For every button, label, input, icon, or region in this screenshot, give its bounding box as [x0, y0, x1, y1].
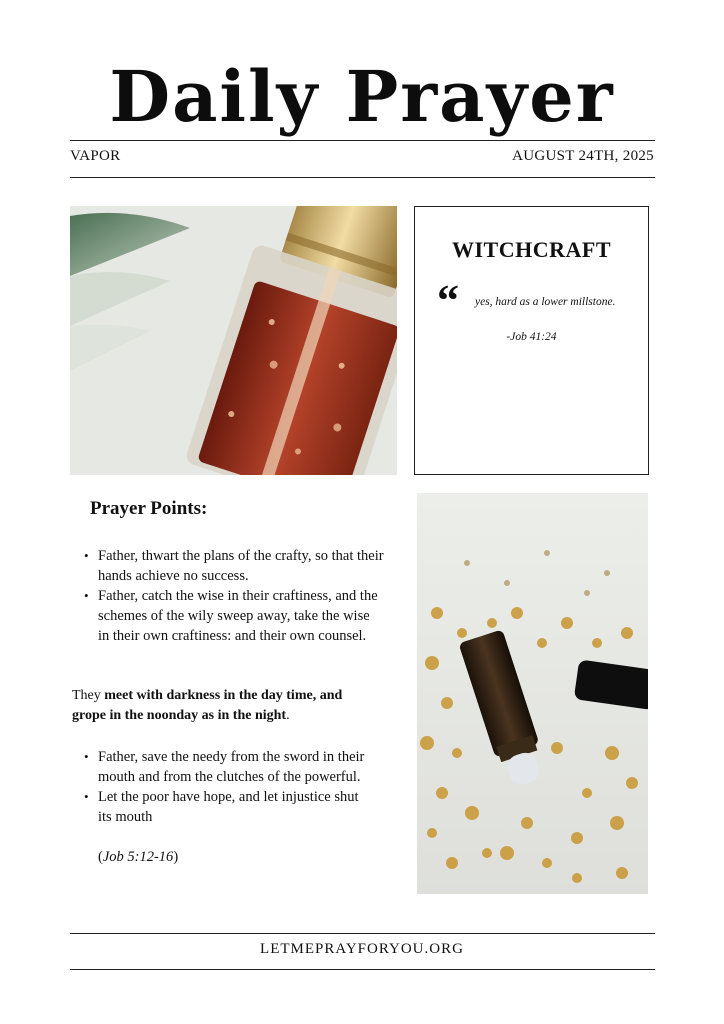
quote-reference: -Job 41:24 — [506, 331, 557, 343]
perfume-bottle-photo — [70, 206, 397, 475]
footer-top-rule — [70, 933, 655, 934]
ref-open: ( — [98, 849, 103, 865]
scripture-verse — [72, 686, 362, 726]
footer-website-link[interactable]: LETMEPRAYFORYOU.ORG — [260, 941, 464, 957]
footer-bottom-rule — [70, 969, 655, 970]
verse-emphasis: meet with darkness in the day time, and grope in the noonday as in the night — [72, 688, 343, 723]
section-label: VAPOR — [70, 148, 121, 164]
prayer-points-list-2 — [84, 747, 374, 827]
prayer-points-heading: Prayer Points: — [90, 498, 208, 519]
ref-close: ) — [173, 849, 179, 865]
quote-title: WITCHCRAFT — [451, 237, 611, 262]
header-top-rule — [70, 140, 655, 141]
page-title: Daily Prayer — [109, 55, 615, 138]
list-item: • Father, save the needy from the sword in their mouth and from the clutches of the powerful. — [84, 747, 374, 787]
quote-text: yes, hard as a lower millstone. — [475, 296, 616, 308]
verse-tail: . — [286, 708, 290, 723]
list-item: • Let the poor have hope, and let injustice shut its mouth — [84, 787, 374, 827]
scripture-reference — [98, 849, 178, 866]
perfume-bottle-illustration — [70, 206, 397, 475]
quote-box — [414, 206, 649, 475]
prayer-points-list — [84, 546, 384, 646]
issue-date: AUGUST 24TH, 2025 — [512, 148, 654, 164]
quote-mark-icon: “ — [437, 276, 459, 325]
oil-bottle-illustration — [417, 493, 648, 894]
list-item: • Father, catch the wise in their craftiness, and the schemes of the wily sweep away, take the wise in their own craftiness: and their own counsel. — [84, 586, 384, 646]
header-bottom-rule — [70, 177, 655, 178]
ref-text: Job 5:12-16 — [102, 849, 174, 865]
list-item: • Father, thwart the plans of the crafty, so that their hands achieve no success. — [84, 546, 384, 586]
verse-lead: They — [72, 688, 105, 703]
chamomile-oil-photo — [417, 493, 648, 894]
